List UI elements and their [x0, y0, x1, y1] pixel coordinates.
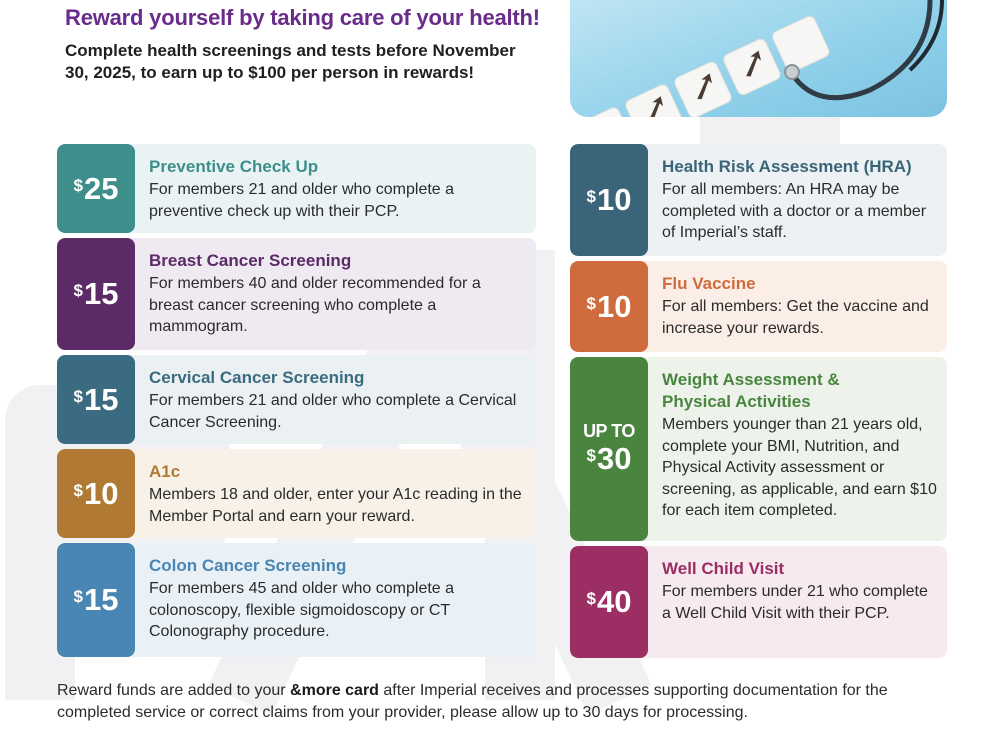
reward-amount: 10 — [83, 475, 119, 511]
reward-card-weight-assessment-physical-activities — [570, 357, 947, 541]
reward-amount: 10 — [596, 288, 632, 324]
reward-card-flu-vaccine — [570, 261, 947, 352]
reward-card-breast-cancer-screening — [57, 238, 536, 350]
reward-description: For members under 21 who complete a Well Child Visit with their PCP. — [662, 583, 928, 622]
page-headline: Reward yourself by taking care of your health! — [65, 5, 540, 30]
currency-symbol: $ — [73, 587, 83, 606]
footer-note — [57, 680, 947, 723]
reward-card-cervical-cancer-screening — [57, 355, 536, 444]
reward-title: Colon Cancer Screening — [149, 556, 347, 575]
currency-symbol: $ — [586, 293, 596, 313]
reward-amount-badge — [57, 449, 135, 538]
footer-text-start: Reward funds are added to your — [57, 682, 291, 699]
reward-amount: 30 — [596, 441, 632, 476]
reward-title: A1c — [149, 462, 181, 481]
footer-card-name: &more card — [290, 682, 379, 699]
reward-description: Members 18 and older, enter your A1c reading in the Member Portal and earn your reward. — [149, 486, 522, 525]
page-subhead: Complete health screenings and tests before November 30, 2025, to earn up to $100 per person in rewards! — [65, 41, 516, 82]
currency-symbol: $ — [73, 175, 83, 195]
reward-card-health-risk-assessment-hra — [570, 144, 947, 256]
reward-card-preventive-check-up — [57, 144, 536, 233]
reward-amount-badge — [57, 543, 135, 657]
reward-amount-badge — [570, 357, 648, 541]
reward-description: For all members: An HRA may be completed with a doctor or a member of Imperial’s staff. — [662, 181, 927, 241]
reward-amount: 25 — [83, 170, 119, 206]
currency-symbol: $ — [73, 480, 83, 500]
reward-amount-badge — [57, 238, 135, 350]
reward-title: Well Child Visit — [662, 559, 785, 578]
hero-image — [570, 0, 947, 117]
reward-amount-badge — [570, 144, 648, 256]
reward-card-colon-cancer-screening — [57, 543, 536, 657]
footer-text-end: after Imperial receives and processes supporting documentation for the completed service or correct claims from your provider, please allow up to 30 days for processing. — [57, 682, 888, 721]
reward-amount: 40 — [596, 584, 632, 619]
reward-description: For members 40 and older recommended for a breast cancer screening who complete a mammogram. — [149, 275, 481, 335]
reward-amount-badge — [57, 144, 135, 233]
reward-title: Breast Cancer Screening — [149, 251, 352, 270]
reward-card-well-child-visit — [570, 546, 947, 658]
reward-amount: 15 — [83, 582, 119, 617]
reward-description: For members 45 and older who complete a colonoscopy, flexible sigmoidoscopy or CT Colonography procedure. — [149, 580, 455, 640]
reward-amount: 10 — [596, 182, 632, 217]
reward-title: Cervical Cancer Screening — [149, 368, 365, 387]
reward-amount: 15 — [83, 381, 119, 417]
reward-title: Health Risk Assessment (HRA) — [662, 157, 912, 176]
currency-symbol: $ — [586, 187, 596, 206]
reward-title: Weight Assessment & Physical Activities — [662, 370, 840, 411]
reward-description: For all members: Get the vaccine and increase your rewards. — [662, 298, 929, 337]
reward-description: For members 21 and older who complete a preventive check up with their PCP. — [149, 181, 455, 220]
currency-symbol: $ — [586, 589, 596, 608]
currency-symbol: $ — [73, 386, 83, 406]
reward-description: Members younger than 21 years old, complete your BMI, Nutrition, and Physical Activity assessment or screening, as applicable, and earn $10 for each item completed. — [662, 416, 937, 519]
reward-title: Preventive Check Up — [149, 157, 319, 176]
reward-card-a1c — [57, 449, 536, 538]
currency-symbol: $ — [586, 446, 596, 465]
reward-amount: 15 — [83, 276, 119, 311]
reward-title: Flu Vaccine — [662, 274, 756, 293]
currency-symbol: $ — [73, 281, 83, 300]
reward-amount-badge — [570, 261, 648, 352]
up-to-label: UP TO — [583, 421, 635, 441]
reward-description: For members 21 and older who complete a Cervical Cancer Screening. — [149, 392, 517, 431]
reward-amount-badge — [570, 546, 648, 658]
reward-amount-badge — [57, 355, 135, 444]
